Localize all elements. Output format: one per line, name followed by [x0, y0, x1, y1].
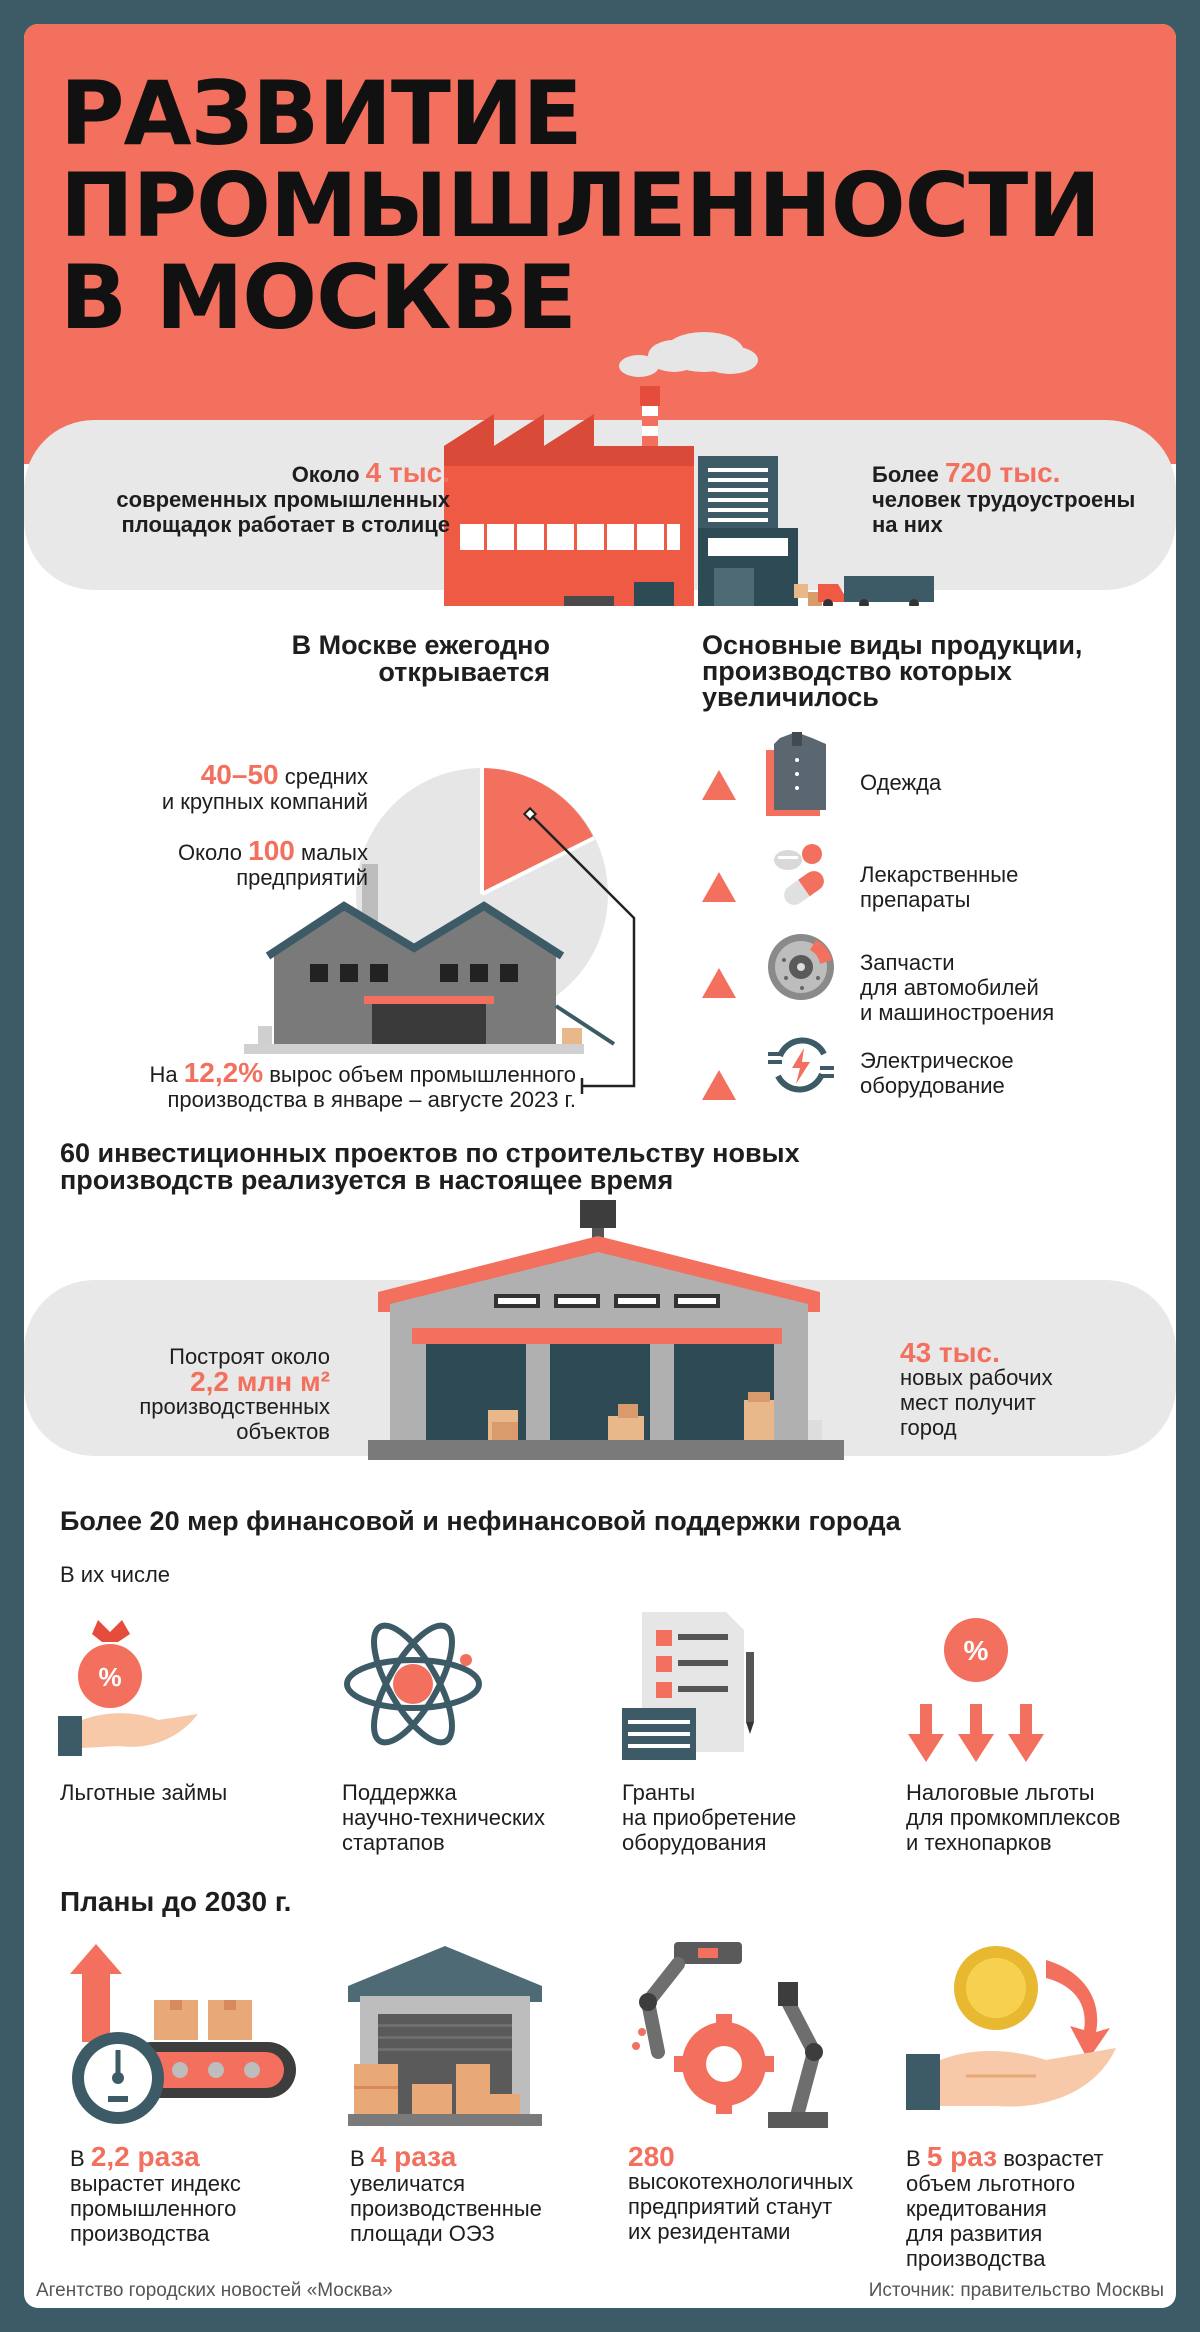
brake-disc-icon	[766, 932, 836, 1002]
warehouse-illustration	[368, 1200, 844, 1460]
investment-heading: 60 инвестиционных проектов по строительству новых производств реализуется в настоящее время	[60, 1138, 800, 1195]
jobs-value: 43 тыс.	[900, 1337, 1000, 1368]
hero-stat-right-value: 720 тыс.	[944, 457, 1061, 488]
plan-item-4-value: 5 раз	[926, 2141, 998, 2172]
support-heading: Более 20 мер финансовой и нефинансовой поддержки города	[60, 1506, 901, 1536]
support-item-3: Гранты на приобретение оборудования	[622, 1780, 797, 1855]
infographic-card	[24, 24, 1176, 2308]
growth-value: 12,2%	[183, 1057, 264, 1088]
support-item-1: Льготные займы	[60, 1780, 228, 1805]
support-item-4: Налоговые льготы для промкомплексов и технопарков	[906, 1780, 1121, 1855]
small-business-stat: Около 100 малых предприятий	[177, 835, 368, 890]
product-item-1: Одежда	[860, 770, 942, 795]
product-item-4: Электрическое оборудование	[860, 1048, 1014, 1098]
plans-heading: Планы до 2030 г.	[60, 1886, 292, 1917]
jobs-stat: 43 тыс. новых рабочих мест получит город	[900, 1340, 1160, 1440]
support-item-2: Поддержка научно-технических стартапов	[342, 1780, 545, 1855]
cloud-icon	[619, 332, 758, 377]
growth-stat: На 12,2% вырос объем промышленного производства в январе – августе 2023 г.	[149, 1057, 576, 1112]
plan-item-1-value: 2,2 раза	[90, 2141, 200, 2172]
up-triangle-icon	[702, 968, 736, 998]
footer-source: Источник: правительство Москвы	[868, 2280, 1164, 2301]
product-item-3: Запчасти для автомобилей и машиностроения	[860, 950, 1055, 1025]
tax-percent-arrows-icon	[906, 1618, 1046, 1762]
electric-plug-icon	[766, 1030, 836, 1100]
hero-stat-left: Около 4 тыс. современных промышленных площадок работает в столице	[116, 457, 450, 537]
warehouse-boxes-icon	[348, 1946, 542, 2126]
area-value: 2,2 млн м²	[190, 1366, 330, 1397]
plan-item-2: В 4 раза увеличатся производственные площади ОЭЗ	[350, 2141, 542, 2246]
hero-stat-left-value: 4 тыс.	[365, 457, 450, 488]
pills-icon	[768, 836, 832, 910]
title-line-3: В МОСКВЕ	[60, 246, 576, 349]
plan-item-3-value: 280	[628, 2141, 675, 2172]
money-bag-hand-icon	[58, 1620, 198, 1756]
atom-icon	[340, 1616, 486, 1752]
companies-stat: 40–50 средних и крупных компаний	[161, 759, 368, 814]
grant-documents-icon	[622, 1612, 762, 1760]
small-business-value: 100	[248, 835, 295, 866]
area-stat: Построят около 2,2 млн м² производственных объектов	[54, 1344, 330, 1444]
plan-item-3: 280 высокотехнологичных предприятий станут их резидентами	[628, 2144, 928, 2244]
up-triangle-icon	[702, 770, 736, 800]
clothing-icon	[766, 730, 832, 820]
up-triangle-icon	[702, 1070, 736, 1100]
conveyor-gauge-icon	[70, 1944, 298, 2128]
plan-item-1: В 2,2 раза вырастет индекс промышленного производства	[70, 2141, 241, 2246]
plan-item-4: В 5 раз возрастет объем льготного кредитования для развития производства	[906, 2141, 1104, 2271]
up-triangle-icon	[702, 872, 736, 902]
yearly-heading: В Москве ежегодно открывается	[291, 630, 550, 687]
svg-text:%: %	[963, 1635, 989, 1666]
robot-arms-icon	[628, 1942, 840, 2128]
title-line-1: РАЗВИТИЕ	[60, 62, 582, 165]
title-line-2: ПРОМЫШЛЕННОСТИ	[60, 154, 1100, 257]
plan-item-2-value: 4 раза	[370, 2141, 457, 2172]
page-title	[60, 62, 1100, 349]
svg-text:%: %	[98, 1662, 122, 1692]
hero-stat-right: Более 720 тыс. человек трудоустроены на них	[872, 457, 1136, 537]
coin-hand-icon	[906, 1942, 1126, 2114]
truck-icon	[818, 576, 934, 606]
footer-agency: Агентство городских новостей «Москва»	[36, 2280, 393, 2301]
factory-illustration	[424, 306, 944, 606]
support-subheading: В их числе	[60, 1562, 171, 1587]
product-item-2: Лекарственные препараты	[860, 862, 1019, 912]
companies-value: 40–50	[200, 759, 279, 790]
products-heading: Основные виды продукции, производство которых увеличилось	[702, 630, 1083, 712]
